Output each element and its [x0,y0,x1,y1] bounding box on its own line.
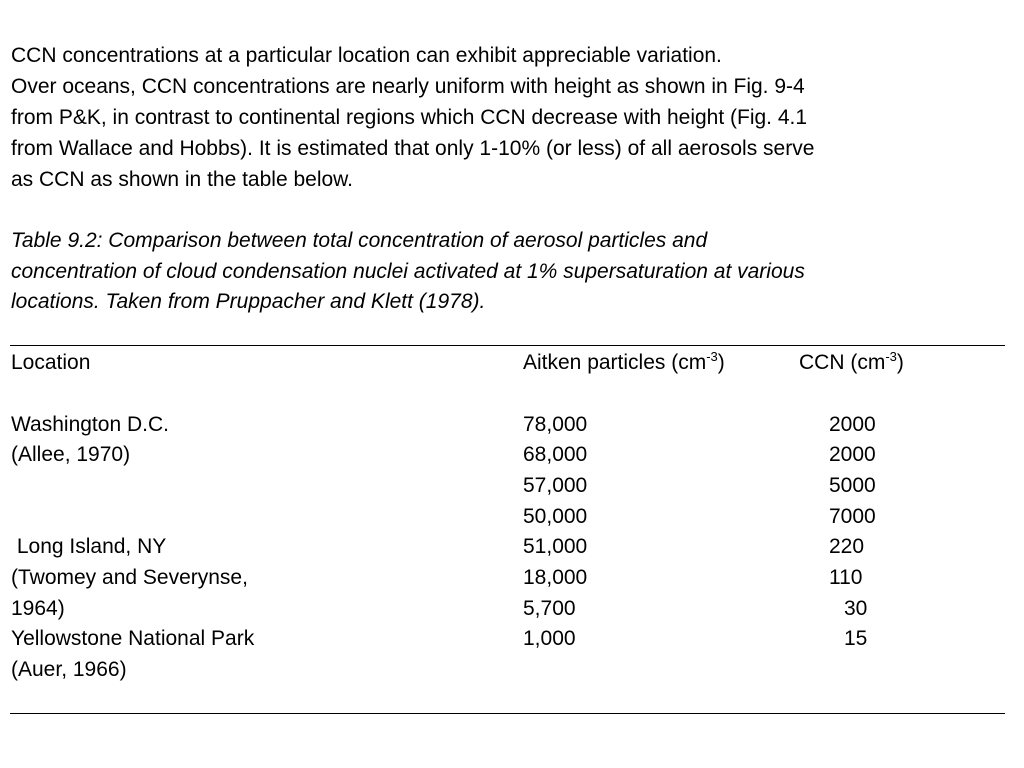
header-location: Location [11,351,91,374]
location-cell: (Auer, 1966) [11,658,127,681]
intro-paragraph [11,40,1011,195]
table-top-rule [10,345,1005,346]
location-cell: Washington D.C. [11,413,169,436]
header-aitken-close: ) [717,351,725,374]
ccn-value: 110 [829,566,863,589]
ccn-value: 2000 [829,443,876,466]
ccn-value: 5000 [829,474,876,497]
ccn-value: 220 [829,535,865,558]
aitken-value: 68,000 [523,443,588,466]
aitken-value: 18,000 [523,566,588,589]
header-ccn [799,351,904,375]
aitken-value: 1,000 [523,627,576,650]
aitken-value: 57,000 [523,474,588,497]
intro-line: from P&K, in contrast to continental regions which CCN decrease with height (Fig. 4.1 [11,106,808,129]
ccn-value: 2000 [829,413,876,436]
aitken-value: 51,000 [523,535,588,558]
table-caption [11,226,1011,318]
ccn-value: 15 [844,627,868,650]
aitken-value: 50,000 [523,505,588,528]
intro-line: as CCN as shown in the table below. [11,168,354,191]
intro-line: CCN concentrations at a particular location can exhibit appreciable variation. [11,44,722,67]
aitken-value: 5,700 [523,597,576,620]
ccn-value: 7000 [829,505,876,528]
location-cell: 1964) [11,597,65,620]
header-ccn-text: CCN (cm [799,351,886,374]
table-bottom-rule [10,713,1005,714]
intro-line: from Wallace and Hobbs). It is estimated that only 1-10% (or less) of all aerosols serve [11,137,815,160]
caption-line: Table 9.2: Comparison between total concentration of aerosol particles and [11,229,708,252]
header-ccn-exponent: -3 [885,349,897,364]
location-cell: (Allee, 1970) [11,443,131,466]
header-aitken-exponent: -3 [706,349,718,364]
header-aitken-text: Aitken particles (cm [523,351,707,374]
location-cell: Yellowstone National Park [11,627,255,650]
header-aitken [523,351,725,375]
caption-line: locations. Taken from Pruppacher and Klett (1978). [11,290,486,313]
header-ccn-close: ) [896,351,904,374]
ccn-value: 30 [844,597,868,620]
caption-line: concentration of cloud condensation nuclei activated at 1% supersaturation at various [11,259,805,283]
location-cell: Long Island, NY [11,535,167,558]
aitken-value: 78,000 [523,413,588,436]
location-cell: (Twomey and Severynse, [11,566,248,589]
intro-line: Over oceans, CCN concentrations are nearly uniform with height as shown in Fig. 9-4 [11,75,805,98]
